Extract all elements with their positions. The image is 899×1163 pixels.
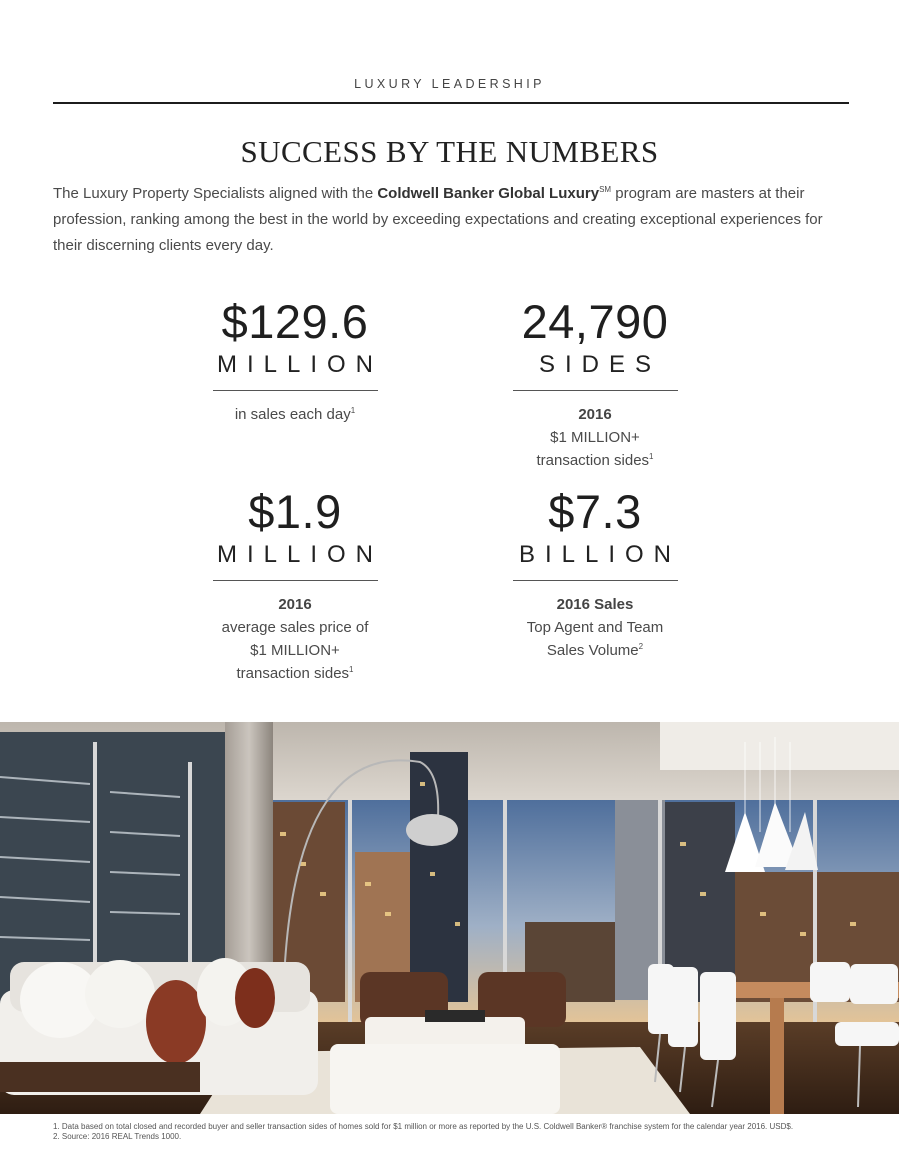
footnote-2: 2. Source: 2016 REAL Trends 1000. [53, 1132, 182, 1141]
footnote-1: 1. Data based on total closed and recorded buyer and seller transaction sides of homes sold for $1 million or more as reported by the U.S. Coldwell Banker® franchise system for the calendar year 2016. USD$. [53, 1122, 794, 1131]
stat-unit: BILLION [518, 541, 682, 568]
stat-description: 2016 average sales price of $1 MILLION+ transaction sides$^1$ [221, 596, 369, 682]
footnotes [53, 1122, 873, 1142]
header-rule [53, 102, 849, 104]
stat-unit: MILLION [216, 351, 384, 378]
stat-value: $7.3 [548, 485, 642, 538]
stat-description: in sales each day$^1$ [234, 406, 356, 423]
stat-transaction-sides [470, 296, 720, 472]
stat-divider [213, 390, 378, 391]
stat-average-price [170, 486, 420, 685]
section-label: LUXURY LEADERSHIP [354, 77, 545, 91]
stat-value: $129.6 [221, 295, 369, 348]
stat-sales-volume [470, 486, 720, 662]
living-room-illustration [0, 722, 899, 1114]
stat-divider [513, 580, 678, 581]
stat-description: 2016 $1 MILLION+ transaction sides$^1$ [536, 406, 654, 469]
intro-paragraph: The Luxury Property Specialists aligned with the Coldwell Banker Global Luxury℠ program are masters at their profession, ranking among the best in the world by exceeding expectations and creating exceptional experiences for their discerning clients every day. [53, 185, 823, 254]
stat-daily-sales [170, 296, 420, 426]
stat-unit: SIDES [538, 351, 662, 378]
stat-value: 24,790 [521, 295, 669, 348]
page-title: SUCCESS BY THE NUMBERS [240, 134, 659, 169]
stat-divider [513, 390, 678, 391]
stat-divider [213, 580, 378, 581]
stat-unit: MILLION [216, 541, 384, 568]
brand-name: Coldwell Banker Global Luxury [377, 185, 600, 202]
stat-value: $1.9 [248, 485, 342, 538]
stat-description: 2016 Sales Top Agent and Team Sales Volume$^2$ [526, 596, 664, 659]
living-room-photo [0, 722, 899, 1114]
